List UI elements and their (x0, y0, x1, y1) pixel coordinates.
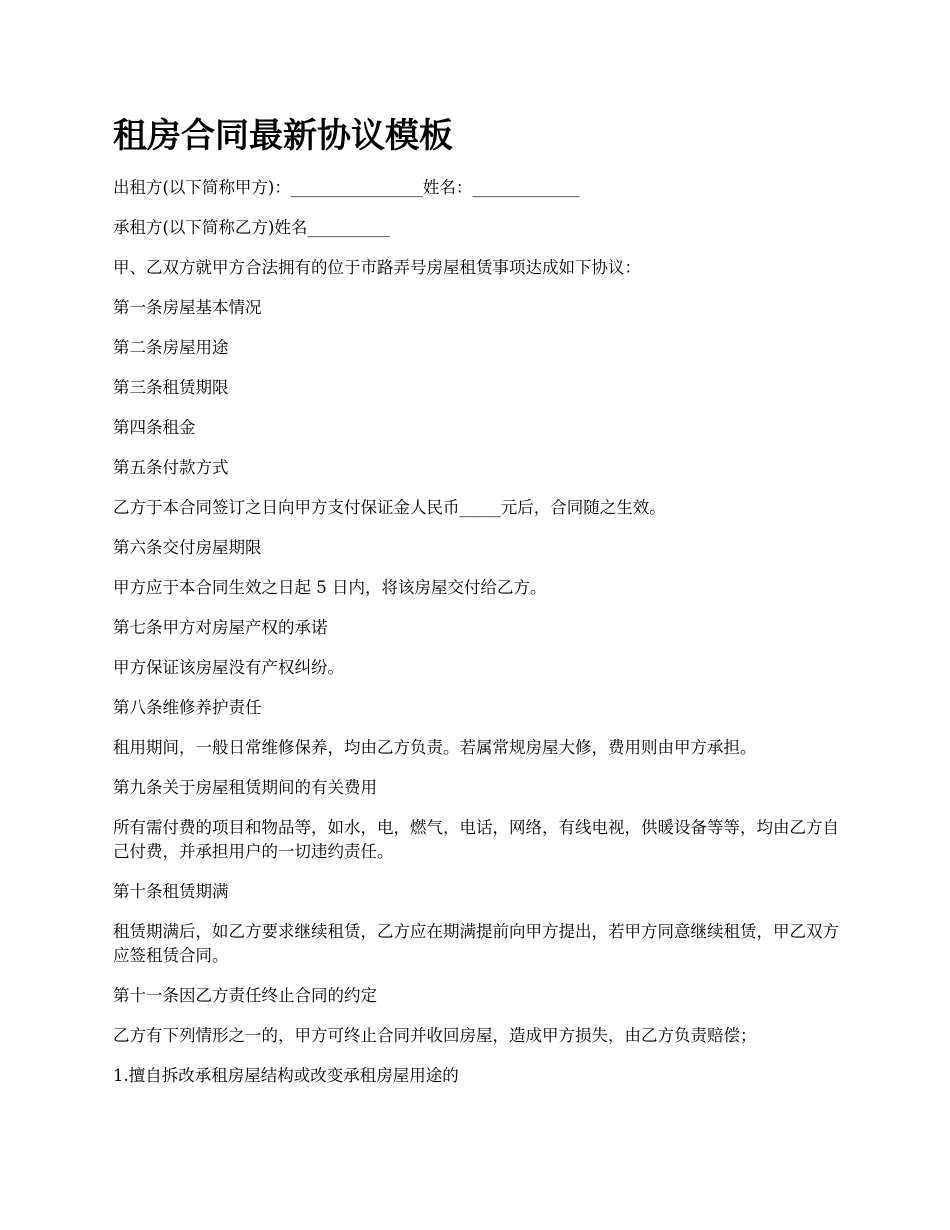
article-7-heading: 第七条甲方对房屋产权的承诺 (113, 618, 328, 637)
article-10-text: 租赁期满后，如乙方要求继续租赁，乙方应在期满提前向甲方提出，若甲方同意继续租赁，甲乙双方应签租赁合同。 (113, 922, 839, 965)
article-6-heading: 第六条交付房屋期限 (113, 538, 262, 557)
article-1-heading: 第一条房屋基本情况 (113, 298, 262, 317)
article-11-heading: 第十一条因乙方责任终止合同的约定 (113, 986, 377, 1005)
article-9-text: 所有需付费的项目和物品等，如水，电，燃气，电话，网络，有线电视，供暖设备等等，均由乙方自己付费，并承担用户的一切违约责任。 (113, 818, 839, 861)
article-2-heading: 第二条房屋用途 (113, 338, 229, 357)
article-11-text: 乙方有下列情形之一的，甲方可终止合同并收回房屋，造成甲方损失，由乙方负责赔偿； (113, 1026, 757, 1045)
party-a-line: 出租方(以下简称甲方)：________________姓名：_____________ (113, 178, 580, 197)
article-7-text: 甲方保证该房屋没有产权纠纷。 (113, 658, 344, 677)
article-10-heading: 第十条租赁期满 (113, 882, 229, 901)
article-5-text: 乙方于本合同签订之日向甲方支付保证金人民币_____元后，合同随之生效。 (113, 498, 666, 517)
article-11-item-1: 1.擅自拆改承租房屋结构或改变承租房屋用途的 (113, 1066, 459, 1085)
article-3-heading: 第三条租赁期限 (113, 378, 229, 397)
article-4-heading: 第四条租金 (113, 418, 196, 437)
article-9-heading: 第九条关于房屋租赁期间的有关费用 (113, 778, 377, 797)
party-b-line: 承租方(以下简称乙方)姓名__________ (113, 218, 390, 237)
article-6-text: 甲方应于本合同生效之日起 5 日内，将该房屋交付给乙方。 (113, 578, 547, 597)
document-body (113, 176, 853, 1104)
agreement-intro: 甲、乙双方就甲方合法拥有的位于市路弄号房屋租赁事项达成如下协议： (113, 258, 641, 277)
article-8-text: 租用期间，一般日常维修保养，均由乙方负责。若属常规房屋大修，费用则由甲方承担。 (113, 738, 757, 757)
document-title: 租房合同最新协议模板 (113, 116, 453, 156)
article-8-heading: 第八条维修养护责任 (113, 698, 262, 717)
article-5-heading: 第五条付款方式 (113, 458, 229, 477)
